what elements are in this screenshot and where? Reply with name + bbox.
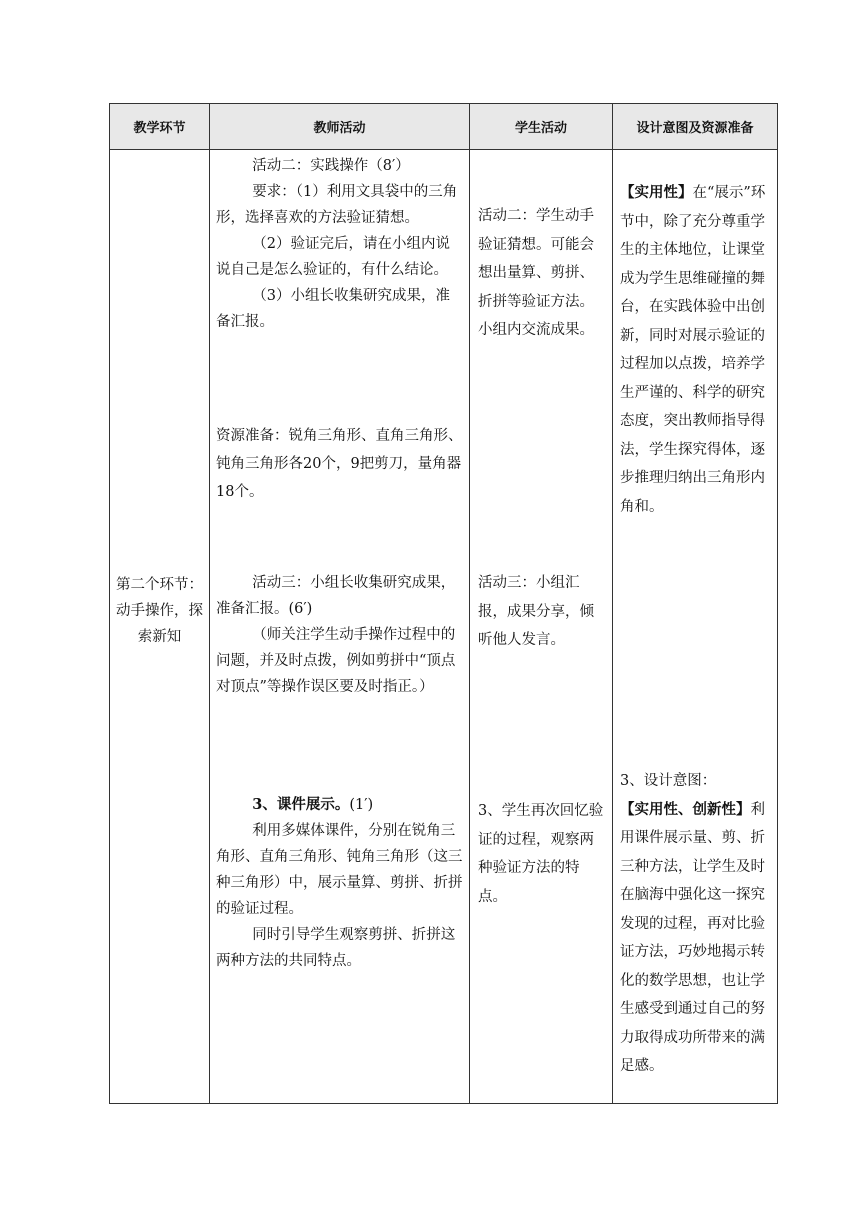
courseware-p1: 利用多媒体课件，分别在锐角三角形、直角三角形、钝角三角形（这三种三角形）中，展示量算、剪拼、折拼的验证过程。 (216, 823, 463, 917)
activity2-req2: （2）验证完后，请在小组内说说自己是怎么验证的，有什么结论。 (216, 236, 450, 278)
design-block1 (620, 179, 773, 521)
activity3-block (216, 570, 463, 700)
activity2-title: 活动二：实践操作（8′） (252, 158, 410, 174)
activity2-req3: （3）小组长收集研究成果，准备汇报。 (216, 288, 450, 330)
teacher-cell (210, 150, 470, 1104)
content-row (110, 150, 778, 1104)
stage-text: 第二个环节：动手操作，探索新知 (116, 577, 203, 645)
header-student: 学生活动 (470, 104, 613, 150)
courseware-p2: 同时引导学生观察剪拼、折拼这两种方法的共同特点。 (216, 927, 456, 969)
header-teacher: 教师活动 (210, 104, 470, 150)
student-activity2: 活动二：学生动手验证猜想。可能会想出量算、剪拼、折拼等验证方法。小组内交流成果。 (478, 208, 594, 338)
design-heading2: 3、设计意图： (620, 773, 717, 789)
design-text1: 在“展示”环节中，除了充分尊重学生的主体地位，让课堂成为学生思维碰撞的舞台，在实践体验中出创新，同时对展示验证的过程加以点拨，培养学生严谨的、科学的研究态度，突出教师指导得法，学生探究得体，逐步推理归纳出三角形内角和。 (620, 185, 766, 515)
activity3-title: 活动三：小组长收集研究成果，准备汇报。(6′) (216, 575, 456, 617)
student-activity3: 活动三：小组汇报，成果分享，倾听他人发言。 (478, 575, 594, 648)
design-text2: 利用课件展示量、剪、折三种方法，让学生及时在脑海中强化这一探究发现的过程，再对比验证方法，巧妙地揭示转化的数学思想，也让学生感受到通过自己的努力取得成功所带来的满足感。 (620, 801, 765, 1074)
student-cell (470, 150, 613, 1104)
design-tag2: 【实用性、创新性】 (620, 800, 751, 818)
design-block2 (620, 767, 773, 1081)
courseware-heading (216, 792, 463, 818)
activity3-note: （师关注学生动手操作过程中的问题，并及时点拨，例如剪拼中“顶点对顶点”等操作误区要及时指正。） (216, 627, 456, 695)
header-row (110, 104, 778, 150)
activity2-req1: 要求：（1）利用文具袋中的三角形，选择喜欢的方法验证猜想。 (216, 184, 458, 226)
activity2-block (216, 153, 463, 335)
design-tag1: 【实用性】 (620, 184, 693, 201)
design-cell (613, 150, 778, 1104)
student-step3: 3、学生再次回忆验证的过程，观察两种验证方法的特点。 (478, 803, 604, 905)
courseware-title: 3、课件展示。 (252, 796, 350, 813)
stage-cell (110, 150, 210, 1104)
courseware-time: (1′) (349, 797, 374, 813)
courseware-block (216, 792, 463, 974)
header-design: 设计意图及资源准备 (613, 104, 778, 150)
lesson-plan-table (109, 103, 778, 1104)
resource-text: 资源准备：锐角三角形、直角三角形、钝角三角形各20个，9把剪刀，量角器18个。 (216, 428, 463, 500)
header-stage: 教学环节 (110, 104, 210, 150)
